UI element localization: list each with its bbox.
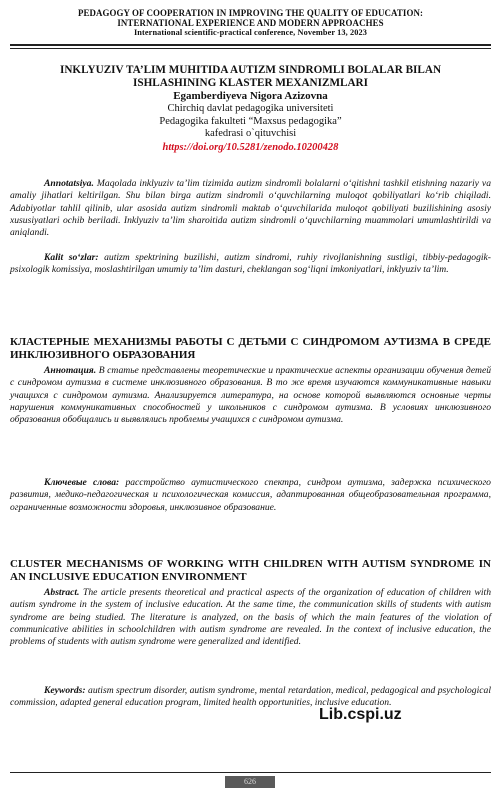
uz-keywords: [10, 252, 491, 277]
affiliation-university: Chirchiq davlat pedagogika universiteti: [167, 103, 334, 114]
doi-link[interactable]: https://doi.org/10.5281/zenodo.10200428: [162, 141, 339, 153]
ru-title: КЛАСТЕРНЫЕ МЕХАНИЗМЫ РАБОТЫ С ДЕТЬМИ С СИНДРОМОМ АУТИЗМА В СРЕДЕ ИНКЛЮЗИВНОГО ОБРАЗОВАНИЯ: [10, 336, 491, 361]
affiliation-faculty: Pedagogika fakulteti “Maxsus pedagogika”: [159, 115, 342, 127]
conference-header: [8, 8, 493, 39]
ru-abstract-label: Аннотация.: [44, 365, 97, 376]
article-title-line-1: INKLYUZIV TA’LIM MUHITIDA AUTIZM SINDROMLI BOLALAR BILAN: [59, 64, 442, 76]
author-name: Egamberdiyeva Nigora Azizovna: [173, 90, 328, 102]
header-line-1: PEDAGOGY OF COOPERATION IN IMPROVING THE QUALITY OF EDUCATION:: [77, 8, 424, 18]
uz-abstract-text: Maqolada inklyuziv ta’lim tizimida autizm sindromli bolalarni o‘qitishni tashkil etishning nazariy va amaliy jihatlari keltirilgan. Shu bilan birga autizm sindromli o‘quvchilarning muloqot qobiliyatlari ko‘rib chiqiladi. Adabiyotlar tahlil qilinib, ular asosida autizm sindromli maktab o‘quvchilarida muloqot qobiliyati buzilishining asosiy xususiyatlari ochib beriladi. Inklyuziv ta’lim sharoitida autizm sindromli o‘quvchilarning muammolari umumlashtirildi va aniqlandi.: [10, 178, 491, 239]
en-title: CLUSTER MECHANISMS OF WORKING WITH CHILDREN WITH AUTISM SYNDROME IN AN INCLUSIVE EDUCATION ENVIRONMENT: [10, 558, 491, 583]
page-number: 626: [225, 776, 275, 788]
ru-keywords-label: Ключевые слова:: [44, 477, 120, 488]
header-line-3: International scientific-practical conference, November 13, 2023: [133, 28, 368, 38]
en-abstract: [10, 587, 491, 648]
uz-keywords-label: Kalit so‘zlar:: [44, 252, 99, 263]
ru-keywords: [10, 477, 491, 514]
uz-abstract: [10, 178, 491, 239]
affiliation-department: kafedrasi o`qituvchisi: [204, 128, 297, 140]
article-title-line-2: ISHLASHINING KLASTER MEXANIZMLARI: [133, 77, 368, 89]
uz-abstract-label: Annotatsiya.: [44, 178, 94, 189]
en-keywords-text: autism spectrum disorder, autism syndrome, mental retardation, medical, pedagogical and psychological commission, adapted general education program, limited health opportunities, inclusive education.: [10, 685, 491, 709]
en-abstract-label: Abstract.: [44, 587, 80, 598]
en-keywords-label: Keywords:: [44, 685, 86, 696]
footer-rule: [10, 772, 491, 773]
header-line-2: INTERNATIONAL EXPERIENCE AND MODERN APPROACHES: [117, 18, 384, 29]
en-keywords: [10, 685, 491, 710]
header-rule-thick: [10, 44, 491, 46]
ru-abstract-text: В статье представлены теоретические и практические аспекты организации обучения детей с синдромом аутизма в системе инклюзивного образования. В то же время изучаются коммуникативные навыки учащихся с синдромом аутизма. Анализируется литература, на основе которой выявляются основные черты нарушения коммуникативных способностей у школьников с синдромом аутизма. В условиях инклюзивного образования обобщались и выявлялись проблемы учащихся с синдромом аутизма.: [10, 365, 491, 426]
uz-keywords-text: autizm spektrining buzilishi, autizm sindromi, ruhiy rivojlanishning sustligi, tibbiy-pedagogik-psixologik komissiya, moslashtirilgan umumiy ta’lim dasturi, cheklangan sog‘liqni imkoniyatlari, inklyuziv ta’lim.: [10, 252, 491, 276]
ru-keywords-text: расстройство аутистического спектра, синдром аутизма, задержка психического развития, медико-педагогическая и психологическая комиссия, адаптированная общеобразовательная программа, ограниченные возможности здоровья, инклюзивное образование.: [10, 477, 491, 513]
library-watermark: Lib.cspi.uz: [319, 706, 402, 723]
ru-abstract: [10, 365, 491, 426]
article-heading: [10, 64, 491, 154]
en-abstract-text: The article presents theoretical and practical aspects of the organization of education of children with autism syndrome in the system of inclusive education. At the same time, the communication skills of students with autism syndrome are being studied. The literature is analyzed, on the basis of which the main features of the violation of communicative abilities in schoolchildren with autism syndrome are revealed. In the context of inclusive education, the problems of students with autism syndrome were generalized and identified.: [10, 587, 492, 648]
header-rule-thin: [10, 48, 491, 49]
